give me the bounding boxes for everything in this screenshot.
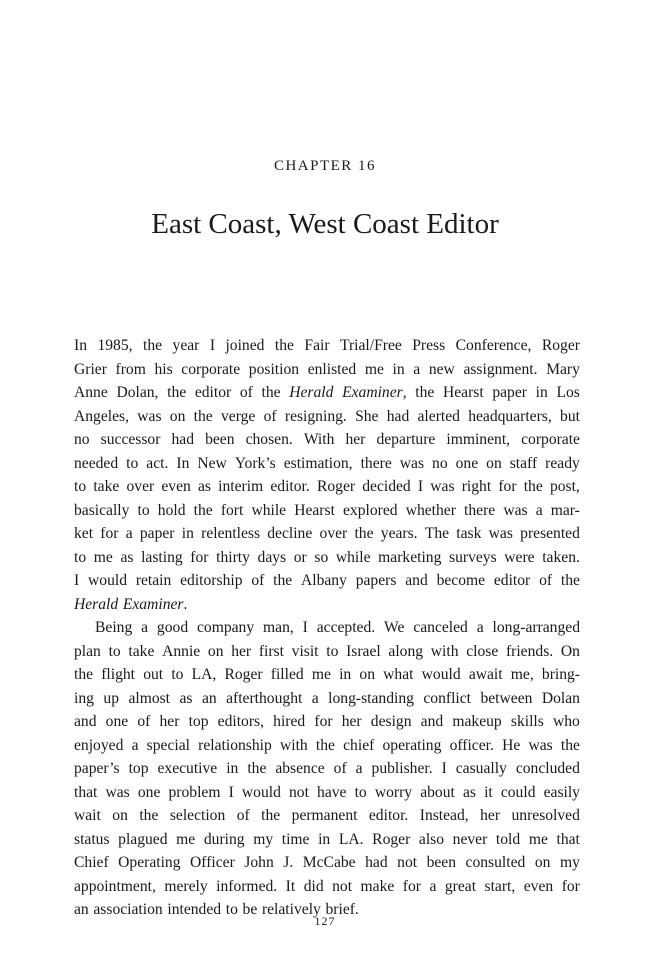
chapter-title: East Coast, West Coast Editor	[151, 208, 499, 240]
text-line: to me as lasting for thirty days or so while marketing surveys were taken.	[74, 548, 580, 566]
text-line: Herald Examiner.	[74, 595, 188, 613]
text-line: an association intended to be relatively brief.	[74, 901, 359, 918]
text-line: plan to take Annie on her first visit to Israel along with close friends. On	[74, 642, 580, 660]
text-line: I would retain editorship of the Albany papers and become editor of the	[74, 572, 580, 589]
text-line: paper’s top executive in the absence of a publisher. I casually concluded	[74, 760, 580, 777]
text-line: basically to hold the fort while Hearst explored whether there was a mar-	[74, 501, 580, 519]
paragraph	[74, 334, 580, 616]
page-number: 127	[314, 914, 336, 928]
text-line: Angeles, was on the verge of resigning. She had alerted headquarters, but	[74, 407, 580, 425]
text-line: to take over even as interim editor. Roger decided I was right for the post,	[74, 478, 580, 495]
text-line: that was one problem I would not have to worry about as it could easily	[74, 783, 580, 801]
text-line: appointment, merely informed. It did not make for a great start, even for	[74, 877, 580, 895]
text-line: Chief Operating Officer John J. McCabe had not been consulted on my	[74, 854, 580, 871]
text-line: In 1985, the year I joined the Fair Trial/Free Press Conference, Roger	[74, 337, 580, 354]
text-line: enjoyed a special relationship with the chief operating officer. He was the	[74, 736, 580, 754]
text-line: ket for a paper in relentless decline over the years. The task was presented	[74, 525, 580, 542]
body-text	[74, 334, 580, 922]
text-line: status plagued me during my time in LA. Roger also never told me that	[74, 830, 580, 848]
text-line: wait on the selection of the permanent editor. Instead, her unresolved	[74, 807, 580, 824]
chapter-label: CHAPTER 16	[273, 158, 377, 174]
text-line: ing up almost as an afterthought a long-standing conflict between Dolan	[74, 689, 580, 707]
text-line: needed to act. In New York’s estimation, there was no one on staff ready	[74, 454, 580, 472]
text-line: Anne Dolan, the editor of the Herald Examiner, the Hearst paper in Los	[74, 384, 580, 401]
paragraph	[74, 616, 580, 922]
text-line: and one of her top editors, hired for her design and makeup skills who	[74, 713, 580, 730]
text-line: Grier from his corporate position enlisted me in a new assignment. Mary	[74, 360, 580, 378]
text-line: no successor had been chosen. With her departure imminent, corporate	[74, 431, 580, 448]
text-line: the flight out to LA, Roger filled me in on what would await me, bring-	[74, 666, 580, 683]
text-line: Being a good company man, I accepted. We canceled a long-arranged	[95, 619, 580, 636]
